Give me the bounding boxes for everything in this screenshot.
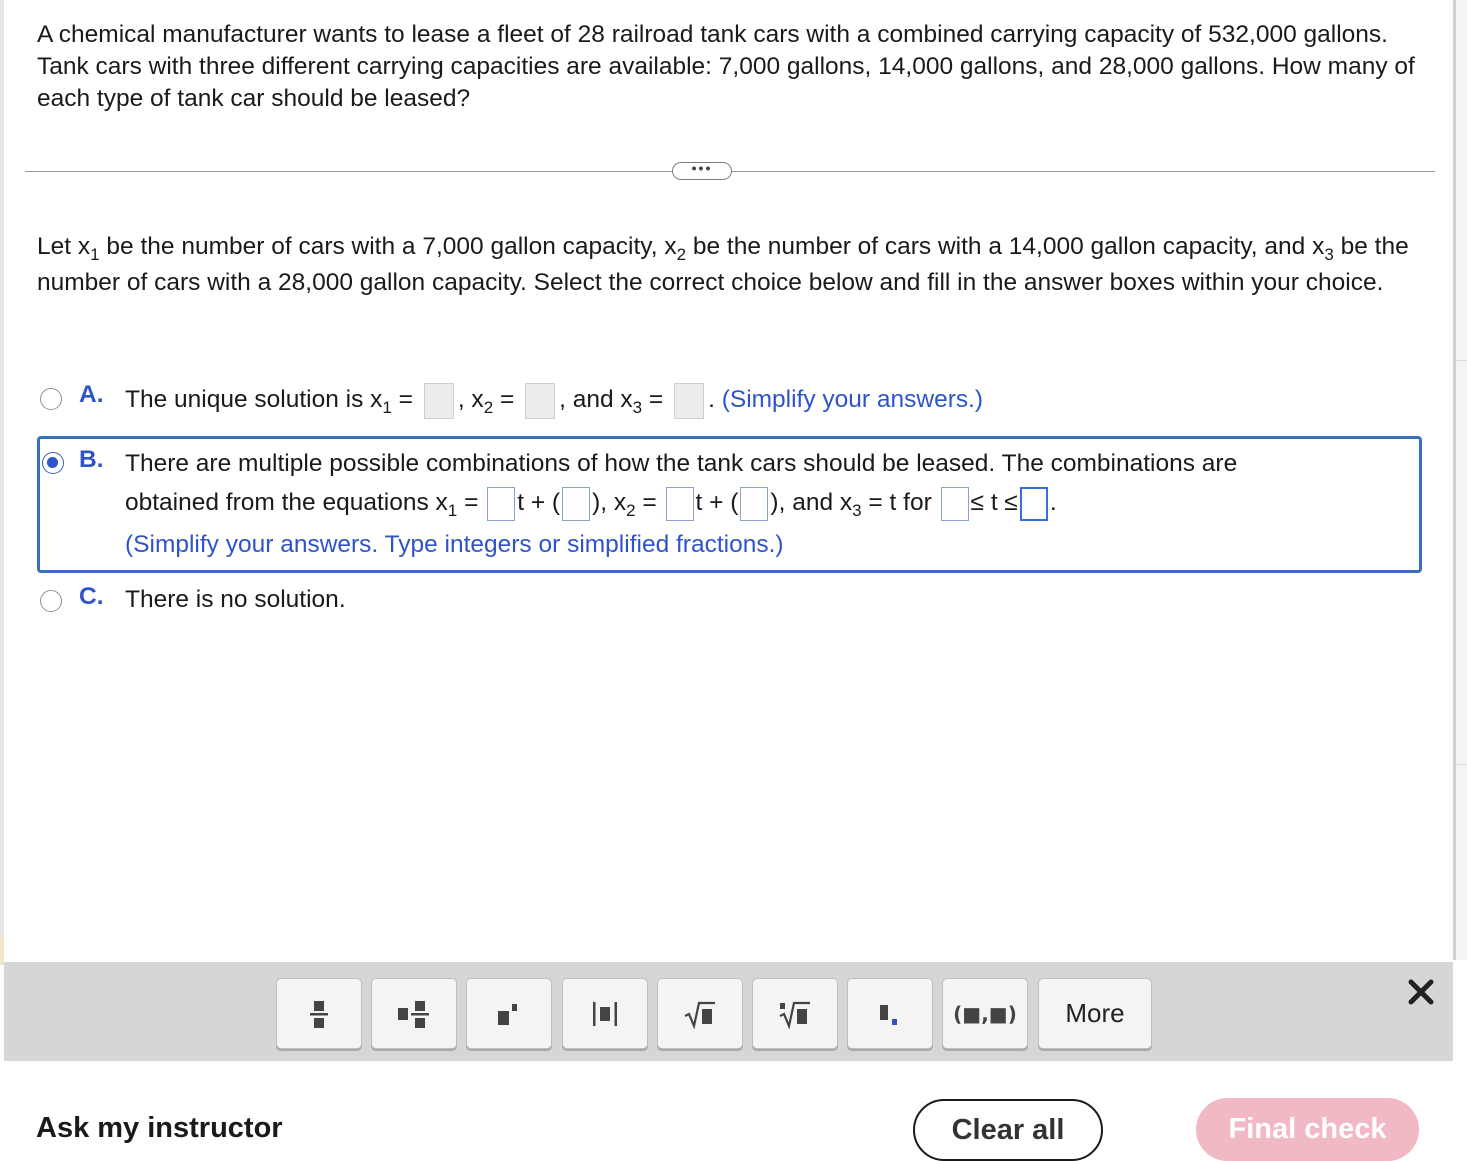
side-panel-divider [1456, 764, 1467, 765]
square-root-icon [683, 999, 717, 1029]
answer-box-x2[interactable] [525, 383, 555, 419]
question-text: A chemical manufacturer wants to lease a fleet of 28 railroad tank cars with a combined carrying capacity of 532,000 gallons. Tank cars with three different carrying capacities are available: 7,000 gallons, 14,000 gallons, and 28,000 gallons. How many of each type of tank car should be leased? [37, 21, 1415, 112]
ordered-pair-button[interactable] [942, 978, 1028, 1049]
mixed-number-icon [397, 999, 431, 1029]
choice-a-text: The unique solution is $x_1$ = , $x_2$ = , and $x_3$ = . (Simplify your answers.) [125, 382, 983, 419]
left-edge [0, 0, 4, 935]
choice-b-line1: There are multiple possible combinations of how the tank cars should be leased. The combinations are [125, 450, 1238, 477]
left-edge-accent [0, 935, 4, 965]
side-panel-edge [1456, 0, 1467, 960]
answer-box-x1-const[interactable] [562, 487, 590, 521]
choice-b-line2: obtained from the equations $x_1 = t$ + ( ), $x_2 = t$ + ( ), and $x_3 = t$ for ≤ t ≤ . [125, 485, 1057, 521]
exponent-button[interactable] [466, 978, 552, 1049]
choice-b-radio[interactable] [42, 452, 64, 474]
answer-box-t-min[interactable] [941, 487, 969, 521]
answer-box-t-max[interactable] [1020, 487, 1048, 521]
nth-root-icon [778, 999, 812, 1029]
side-panel-divider [1456, 360, 1467, 361]
choice-c-radio[interactable] [40, 590, 62, 612]
fraction-button[interactable] [276, 978, 362, 1049]
more-button[interactable]: More [1038, 978, 1152, 1049]
choice-b-letter: B. [79, 446, 104, 473]
answer-box-x2-coef[interactable] [666, 487, 694, 521]
clear-all-button[interactable]: Clear all [913, 1099, 1103, 1161]
ordered-pair-icon: (■,■) [953, 1001, 1017, 1026]
subscript-button[interactable] [847, 978, 933, 1049]
subscript-icon [877, 1001, 903, 1027]
absolute-value-button[interactable] [562, 978, 648, 1049]
answer-box-x3[interactable] [674, 383, 704, 419]
instructions-text: Let $x_1$ be the number of cars with a 7,000 gallon capacity, $x_2$ be the number of cars with a 14,000 gallon capacity, and $x_3$ be the number of cars with a 28,000 gallon capacity. Select the correct choice below and fill in the answer boxes within your choice. [37, 233, 1409, 296]
expand-button[interactable] [672, 162, 732, 180]
choice-a-radio[interactable] [40, 388, 62, 410]
answer-box-x1-coef[interactable] [487, 487, 515, 521]
answer-box-x2-const[interactable] [740, 487, 768, 521]
choice-b-hint: (Simplify your answers. Type integers or simplified fractions.) [125, 531, 784, 558]
ask-instructor-link[interactable]: Ask my instructor [36, 1112, 283, 1144]
final-check-button[interactable]: Final check [1196, 1098, 1419, 1161]
exponent-icon [496, 1001, 522, 1027]
fraction-icon [308, 999, 330, 1029]
choice-c-text: There is no solution. [125, 586, 346, 613]
choice-c-letter: C. [79, 583, 104, 610]
mixed-number-button[interactable] [371, 978, 457, 1049]
absolute-value-icon [590, 999, 620, 1029]
square-root-button[interactable] [657, 978, 743, 1049]
close-icon[interactable] [1405, 976, 1437, 1008]
choice-a-hint: (Simplify your answers.) [721, 386, 984, 413]
choice-a-letter: A. [79, 381, 104, 408]
answer-box-x1[interactable] [424, 383, 454, 419]
nth-root-button[interactable] [752, 978, 838, 1049]
ellipsis-icon: ••• [691, 160, 713, 176]
